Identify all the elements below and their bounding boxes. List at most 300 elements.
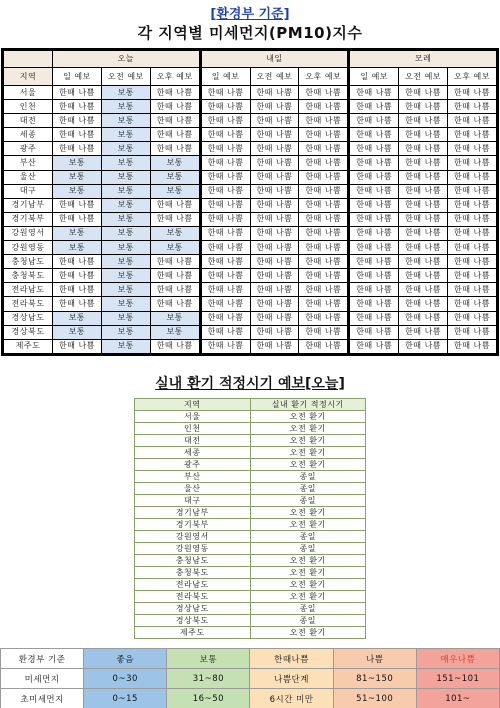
day-gap — [200, 171, 201, 184]
forecast-table — [3, 50, 497, 354]
forecast-value-cell: 한때 나쁨 — [251, 199, 299, 212]
ventilation-row — [135, 567, 366, 579]
slot-header-morning: 오전 예보 — [102, 68, 150, 85]
ventilation-region-cell: 울산 — [135, 483, 251, 495]
forecast-value-cell: 한때 나쁨 — [448, 255, 496, 268]
forecast-value-cell: 한때 나쁨 — [53, 283, 101, 296]
forecast-value-cell: 한때 나쁨 — [151, 114, 199, 127]
ventilation-timing-cell: 오전 환기 — [250, 567, 366, 579]
ventilation-region-cell: 경기북부 — [135, 519, 251, 531]
forecast-value-cell: 한때 나쁨 — [448, 156, 496, 169]
forecast-value-cell: 한때 나쁨 — [53, 340, 101, 353]
legend-row-pm25 — [1, 689, 500, 708]
forecast-value-cell: 한때 나쁨 — [151, 283, 199, 296]
forecast-value-cell: 한때 나쁨 — [399, 340, 447, 353]
forecast-row — [4, 213, 496, 226]
legend-table — [0, 648, 500, 708]
day-gap — [200, 269, 201, 282]
forecast-value-cell: 한때 나쁨 — [448, 114, 496, 127]
forecast-value-cell: 보통 — [102, 128, 150, 141]
ventilation-row — [135, 423, 366, 435]
forecast-value-cell: 한때 나쁨 — [299, 312, 347, 325]
forecast-value-cell: 한때 나쁨 — [399, 114, 447, 127]
forecast-value-cell: 한때 나쁨 — [202, 213, 250, 226]
ventilation-row — [135, 531, 366, 543]
forecast-value-cell: 한때 나쁨 — [350, 128, 398, 141]
forecast-value-cell: 한때 나쁨 — [448, 86, 496, 99]
forecast-value-cell: 보통 — [102, 227, 150, 240]
day-gap — [348, 255, 349, 268]
day-gap — [200, 312, 201, 325]
forecast-value-cell: 한때 나쁨 — [202, 255, 250, 268]
forecast-region-cell: 경기남부 — [4, 199, 52, 212]
ventilation-row — [135, 591, 366, 603]
day-gap — [348, 199, 349, 212]
forecast-value-cell: 한때 나쁨 — [399, 199, 447, 212]
forecast-value-cell: 한때 나쁨 — [251, 340, 299, 353]
day-gap — [200, 283, 201, 296]
ventilation-region-cell: 서울 — [135, 411, 251, 423]
day-gap — [348, 114, 349, 127]
forecast-value-cell: 보통 — [102, 269, 150, 282]
forecast-value-cell: 한때 나쁨 — [251, 156, 299, 169]
forecast-row — [4, 312, 496, 325]
ventilation-region-cell: 대구 — [135, 495, 251, 507]
ventilation-region-cell: 경상북도 — [135, 615, 251, 627]
forecast-value-cell: 보통 — [102, 142, 150, 155]
forecast-value-cell: 한때 나쁨 — [448, 227, 496, 240]
ventilation-timing-cell: 오전 환기 — [250, 591, 366, 603]
legend-header-temporary-bad: 한때나쁨 — [250, 649, 333, 669]
legend-temporary-duration: 6시간 미만 — [250, 689, 333, 708]
forecast-region-cell: 충청남도 — [4, 255, 52, 268]
forecast-value-cell: 보통 — [53, 185, 101, 198]
forecast-value-cell: 한때 나쁨 — [202, 227, 250, 240]
slot-header-afternoon: 오후 예보 — [448, 68, 496, 85]
day-gap — [200, 128, 201, 141]
ventilation-timing-cell: 종일 — [250, 615, 366, 627]
forecast-value-cell: 한때 나쁨 — [251, 227, 299, 240]
forecast-value-cell: 한때 나쁨 — [399, 213, 447, 226]
forecast-value-cell: 한때 나쁨 — [151, 128, 199, 141]
forecast-value-cell: 보통 — [151, 185, 199, 198]
forecast-value-cell: 한때 나쁨 — [251, 114, 299, 127]
forecast-value-cell: 보통 — [102, 283, 150, 296]
ventilation-timing-cell: 종일 — [250, 495, 366, 507]
ventilation-row — [135, 579, 366, 591]
ventilation-timing-cell: 오전 환기 — [250, 459, 366, 471]
forecast-value-cell: 보통 — [102, 86, 150, 99]
ventilation-title: 실내 환기 적정시기 예보[오늘] — [155, 376, 345, 392]
forecast-value-cell: 한때 나쁨 — [299, 241, 347, 254]
forecast-value-cell: 한때 나쁨 — [350, 227, 398, 240]
legend-header-good: 좋음 — [84, 649, 167, 669]
ventilation-region-cell: 광주 — [135, 459, 251, 471]
day-gap — [200, 255, 201, 268]
forecast-value-cell: 한때 나쁨 — [299, 142, 347, 155]
ventilation-timing-cell: 종일 — [250, 543, 366, 555]
ventilation-timing-cell: 오전 환기 — [250, 519, 366, 531]
forecast-value-cell: 한때 나쁨 — [53, 86, 101, 99]
ventilation-header-row — [135, 399, 366, 411]
day-gap — [348, 283, 349, 296]
forecast-value-cell: 보통 — [102, 114, 150, 127]
day-gap — [348, 156, 349, 169]
forecast-value-cell: 한때 나쁨 — [251, 241, 299, 254]
legend-header-standard: 환경부 기준 — [1, 649, 84, 669]
day-gap — [348, 185, 349, 198]
forecast-value-cell: 보통 — [102, 340, 150, 353]
legend-pm10-good: 0~30 — [84, 669, 167, 689]
day-gap — [348, 213, 349, 226]
forecast-value-cell: 한때 나쁨 — [53, 100, 101, 113]
forecast-value-cell: 한때 나쁨 — [299, 185, 347, 198]
day-gap — [200, 241, 201, 254]
forecast-region-cell: 제주도 — [4, 340, 52, 353]
day-header-day-after: 모레 — [350, 51, 496, 67]
forecast-region-cell: 강원영서 — [4, 227, 52, 240]
forecast-value-cell: 한때 나쁨 — [448, 213, 496, 226]
forecast-value-cell: 한때 나쁨 — [448, 283, 496, 296]
forecast-value-cell: 한때 나쁨 — [251, 255, 299, 268]
forecast-value-cell: 한때 나쁨 — [350, 171, 398, 184]
forecast-value-cell: 한때 나쁨 — [350, 185, 398, 198]
slot-header-day: 일 예보 — [350, 68, 398, 85]
day-gap — [200, 156, 201, 169]
forecast-value-cell: 보통 — [102, 241, 150, 254]
forecast-value-cell: 한때 나쁨 — [202, 241, 250, 254]
legend-pm25-good: 0~15 — [84, 689, 167, 708]
legend-header-very-bad: 매우나쁨 — [416, 649, 499, 669]
forecast-value-cell: 한때 나쁨 — [251, 128, 299, 141]
forecast-value-cell: 한때 나쁨 — [202, 326, 250, 339]
forecast-row — [4, 255, 496, 268]
ventilation-timing-cell: 오전 환기 — [250, 507, 366, 519]
forecast-value-cell: 한때 나쁨 — [299, 156, 347, 169]
ventilation-timing-cell: 오전 환기 — [250, 555, 366, 567]
slot-header-afternoon: 오후 예보 — [299, 68, 347, 85]
forecast-value-cell: 한때 나쁨 — [299, 255, 347, 268]
forecast-value-cell: 한때 나쁨 — [299, 340, 347, 353]
forecast-value-cell: 한때 나쁨 — [53, 255, 101, 268]
forecast-value-cell: 한때 나쁨 — [251, 312, 299, 325]
forecast-value-cell: 한때 나쁨 — [350, 86, 398, 99]
forecast-table-body — [4, 51, 496, 353]
ventilation-region-cell: 부산 — [135, 471, 251, 483]
region-header: 지역 — [4, 68, 52, 85]
ventilation-header-region: 지역 — [135, 399, 251, 411]
forecast-region-cell: 인천 — [4, 100, 52, 113]
forecast-value-cell: 한때 나쁨 — [399, 283, 447, 296]
forecast-value-cell: 한때 나쁨 — [299, 86, 347, 99]
forecast-value-cell: 한때 나쁨 — [202, 142, 250, 155]
slot-header-afternoon: 오후 예보 — [151, 68, 199, 85]
forecast-value-cell: 한때 나쁨 — [202, 185, 250, 198]
forecast-value-cell: 한때 나쁨 — [151, 199, 199, 212]
forecast-row — [4, 227, 496, 240]
day-gap — [348, 86, 349, 99]
forecast-value-cell: 보통 — [102, 312, 150, 325]
forecast-value-cell: 한때 나쁨 — [151, 269, 199, 282]
forecast-value-cell: 한때 나쁨 — [202, 312, 250, 325]
forecast-value-cell: 한때 나쁨 — [251, 213, 299, 226]
legend-pm10-bad: 81~150 — [333, 669, 416, 689]
forecast-value-cell: 한때 나쁨 — [399, 100, 447, 113]
forecast-value-cell: 한때 나쁨 — [448, 241, 496, 254]
forecast-value-cell: 한때 나쁨 — [251, 142, 299, 155]
forecast-row — [4, 326, 496, 339]
forecast-value-cell: 한때 나쁨 — [53, 269, 101, 282]
forecast-value-cell: 한때 나쁨 — [202, 340, 250, 353]
ventilation-region-cell: 전라북도 — [135, 591, 251, 603]
legend-header-normal: 보통 — [167, 649, 250, 669]
forecast-row — [4, 142, 496, 155]
forecast-row — [4, 283, 496, 296]
forecast-region-cell: 전라북도 — [4, 297, 52, 310]
forecast-value-cell: 한때 나쁨 — [151, 142, 199, 155]
forecast-value-cell: 한때 나쁨 — [399, 255, 447, 268]
ventilation-header-timing: 실내 환기 적정시기 — [250, 399, 366, 411]
day-gap — [200, 297, 201, 310]
forecast-value-cell: 한때 나쁨 — [399, 297, 447, 310]
forecast-value-cell: 한때 나쁨 — [251, 297, 299, 310]
forecast-value-cell: 보통 — [151, 227, 199, 240]
day-gap — [200, 51, 201, 67]
ventilation-row — [135, 615, 366, 627]
forecast-value-cell: 한때 나쁨 — [448, 269, 496, 282]
day-gap — [348, 142, 349, 155]
forecast-value-cell: 한때 나쁨 — [53, 199, 101, 212]
day-gap — [200, 142, 201, 155]
ventilation-row — [135, 519, 366, 531]
forecast-value-cell: 한때 나쁨 — [299, 297, 347, 310]
ventilation-row — [135, 483, 366, 495]
forecast-value-cell: 한때 나쁨 — [448, 128, 496, 141]
forecast-region-cell: 강원영동 — [4, 241, 52, 254]
forecast-value-cell: 한때 나쁨 — [53, 128, 101, 141]
day-gap — [348, 171, 349, 184]
forecast-value-cell: 한때 나쁨 — [350, 142, 398, 155]
forecast-value-cell: 보통 — [53, 326, 101, 339]
day-gap — [348, 128, 349, 141]
forecast-value-cell: 한때 나쁨 — [448, 312, 496, 325]
forecast-value-cell: 한때 나쁨 — [251, 171, 299, 184]
forecast-region-cell: 서울 — [4, 86, 52, 99]
forecast-region-cell: 대구 — [4, 185, 52, 198]
forecast-region-cell: 광주 — [4, 142, 52, 155]
ventilation-row — [135, 543, 366, 555]
day-gap — [200, 114, 201, 127]
forecast-region-cell: 세종 — [4, 128, 52, 141]
forecast-value-cell: 보통 — [53, 156, 101, 169]
forecast-value-cell: 보통 — [53, 241, 101, 254]
forecast-value-cell: 한때 나쁨 — [448, 326, 496, 339]
forecast-value-cell: 한때 나쁨 — [53, 297, 101, 310]
forecast-value-cell: 한때 나쁨 — [350, 213, 398, 226]
day-gap — [348, 340, 349, 353]
forecast-value-cell: 한때 나쁨 — [299, 199, 347, 212]
day-gap — [348, 100, 349, 113]
forecast-slot-header-row — [4, 68, 496, 85]
ventilation-region-cell: 세종 — [135, 447, 251, 459]
slot-header-day: 일 예보 — [202, 68, 250, 85]
forecast-value-cell: 보통 — [151, 156, 199, 169]
legend-header-row — [1, 649, 500, 669]
ventilation-row — [135, 411, 366, 423]
ventilation-timing-cell: 오전 환기 — [250, 411, 366, 423]
forecast-value-cell: 보통 — [102, 185, 150, 198]
forecast-region-cell: 대전 — [4, 114, 52, 127]
forecast-value-cell: 한때 나쁨 — [399, 86, 447, 99]
forecast-value-cell: 한때 나쁨 — [448, 142, 496, 155]
day-gap — [348, 227, 349, 240]
forecast-value-cell: 한때 나쁨 — [399, 326, 447, 339]
forecast-value-cell: 한때 나쁨 — [350, 199, 398, 212]
forecast-row — [4, 185, 496, 198]
forecast-value-cell: 한때 나쁨 — [350, 156, 398, 169]
forecast-value-cell: 한때 나쁨 — [399, 171, 447, 184]
forecast-value-cell: 한때 나쁨 — [202, 283, 250, 296]
forecast-row — [4, 171, 496, 184]
forecast-value-cell: 한때 나쁨 — [399, 269, 447, 282]
day-gap — [348, 51, 349, 67]
ventilation-row — [135, 495, 366, 507]
forecast-row — [4, 156, 496, 169]
forecast-value-cell: 한때 나쁨 — [399, 128, 447, 141]
legend-pm10-very-bad: 151~101 — [416, 669, 499, 689]
legend-header-bad: 나쁨 — [333, 649, 416, 669]
forecast-value-cell: 보통 — [102, 100, 150, 113]
forecast-value-cell: 보통 — [102, 255, 150, 268]
forecast-value-cell: 한때 나쁨 — [202, 199, 250, 212]
forecast-row — [4, 199, 496, 212]
ventilation-table — [134, 398, 366, 639]
forecast-value-cell: 한때 나쁨 — [53, 142, 101, 155]
forecast-row — [4, 100, 496, 113]
forecast-region-cell: 부산 — [4, 156, 52, 169]
forecast-value-cell: 한때 나쁨 — [299, 227, 347, 240]
forecast-region-cell: 경기북부 — [4, 213, 52, 226]
forecast-row — [4, 241, 496, 254]
forecast-row — [4, 269, 496, 282]
ventilation-timing-cell: 오전 환기 — [250, 447, 366, 459]
legend-pm25-bad: 51~100 — [333, 689, 416, 708]
day-gap — [348, 297, 349, 310]
forecast-value-cell: 한때 나쁨 — [448, 185, 496, 198]
forecast-region-cell: 경상북도 — [4, 326, 52, 339]
day-gap — [200, 213, 201, 226]
legend-pm25-very-bad: 101~ — [416, 689, 499, 708]
day-gap — [200, 86, 201, 99]
forecast-value-cell: 한때 나쁨 — [202, 156, 250, 169]
forecast-value-cell: 한때 나쁨 — [202, 128, 250, 141]
ventilation-region-cell: 강원영서 — [135, 531, 251, 543]
legend-row-pm10 — [1, 669, 500, 689]
ventilation-region-cell: 전라남도 — [135, 579, 251, 591]
forecast-value-cell: 보통 — [53, 171, 101, 184]
region-header-spacer — [4, 51, 52, 67]
forecast-value-cell: 한때 나쁨 — [399, 312, 447, 325]
ventilation-region-cell: 충청남도 — [135, 555, 251, 567]
ventilation-timing-cell: 종일 — [250, 471, 366, 483]
forecast-value-cell: 한때 나쁨 — [202, 297, 250, 310]
day-gap — [348, 326, 349, 339]
ventilation-region-cell: 강원영동 — [135, 543, 251, 555]
day-header-tomorrow: 내일 — [202, 51, 348, 67]
forecast-value-cell: 보통 — [151, 241, 199, 254]
ventilation-region-cell: 인천 — [135, 423, 251, 435]
page-title: 각 지역별 미세먼지(PM10)지수 — [137, 24, 363, 42]
day-gap — [200, 227, 201, 240]
forecast-value-cell: 한때 나쁨 — [299, 269, 347, 282]
forecast-value-cell: 보통 — [102, 156, 150, 169]
forecast-value-cell: 한때 나쁨 — [53, 114, 101, 127]
day-gap — [200, 326, 201, 339]
legend-pm25-normal: 16~50 — [167, 689, 250, 708]
forecast-row — [4, 297, 496, 310]
slot-header-morning: 오전 예보 — [399, 68, 447, 85]
forecast-value-cell: 보통 — [53, 312, 101, 325]
ventilation-row — [135, 603, 366, 615]
day-gap — [348, 312, 349, 325]
forecast-value-cell: 한때 나쁨 — [251, 100, 299, 113]
forecast-value-cell: 한때 나쁨 — [151, 340, 199, 353]
forecast-value-cell: 한때 나쁨 — [399, 156, 447, 169]
forecast-row — [4, 114, 496, 127]
ventilation-timing-cell: 종일 — [250, 603, 366, 615]
forecast-value-cell: 한때 나쁨 — [251, 283, 299, 296]
ventilation-timing-cell: 오전 환기 — [250, 423, 366, 435]
forecast-value-cell: 한때 나쁨 — [350, 297, 398, 310]
slot-header-morning: 오전 예보 — [251, 68, 299, 85]
forecast-region-cell: 울산 — [4, 171, 52, 184]
ventilation-region-cell: 대전 — [135, 435, 251, 447]
ventilation-timing-cell: 오전 환기 — [250, 579, 366, 591]
forecast-value-cell: 한때 나쁨 — [299, 283, 347, 296]
forecast-value-cell: 한때 나쁨 — [202, 171, 250, 184]
forecast-value-cell: 한때 나쁨 — [350, 340, 398, 353]
forecast-value-cell: 한때 나쁨 — [350, 241, 398, 254]
forecast-value-cell: 보통 — [102, 297, 150, 310]
forecast-value-cell: 보통 — [151, 326, 199, 339]
forecast-value-cell: 한때 나쁨 — [399, 241, 447, 254]
forecast-region-cell: 충청북도 — [4, 269, 52, 282]
forecast-value-cell: 한때 나쁨 — [448, 340, 496, 353]
forecast-value-cell: 한때 나쁨 — [202, 269, 250, 282]
forecast-value-cell: 한때 나쁨 — [251, 86, 299, 99]
forecast-value-cell: 한때 나쁨 — [350, 326, 398, 339]
legend-label-pm10: 미세먼지 — [1, 669, 84, 689]
ventilation-region-cell: 충청북도 — [135, 567, 251, 579]
forecast-value-cell: 한때 나쁨 — [151, 86, 199, 99]
ventilation-row — [135, 555, 366, 567]
forecast-value-cell: 한때 나쁨 — [251, 326, 299, 339]
forecast-value-cell: 한때 나쁨 — [299, 213, 347, 226]
forecast-value-cell: 한때 나쁨 — [151, 100, 199, 113]
day-header-today: 오늘 — [53, 51, 199, 67]
forecast-value-cell: 한때 나쁨 — [299, 326, 347, 339]
day-gap — [200, 340, 201, 353]
legend-temporary-level: 나쁨단계 — [250, 669, 333, 689]
forecast-value-cell: 한때 나쁨 — [299, 128, 347, 141]
forecast-row — [4, 86, 496, 99]
ventilation-row — [135, 447, 366, 459]
forecast-value-cell: 한때 나쁨 — [202, 114, 250, 127]
forecast-row — [4, 128, 496, 141]
forecast-value-cell: 한때 나쁨 — [202, 86, 250, 99]
legend-pm10-normal: 31~80 — [167, 669, 250, 689]
day-gap — [348, 269, 349, 282]
